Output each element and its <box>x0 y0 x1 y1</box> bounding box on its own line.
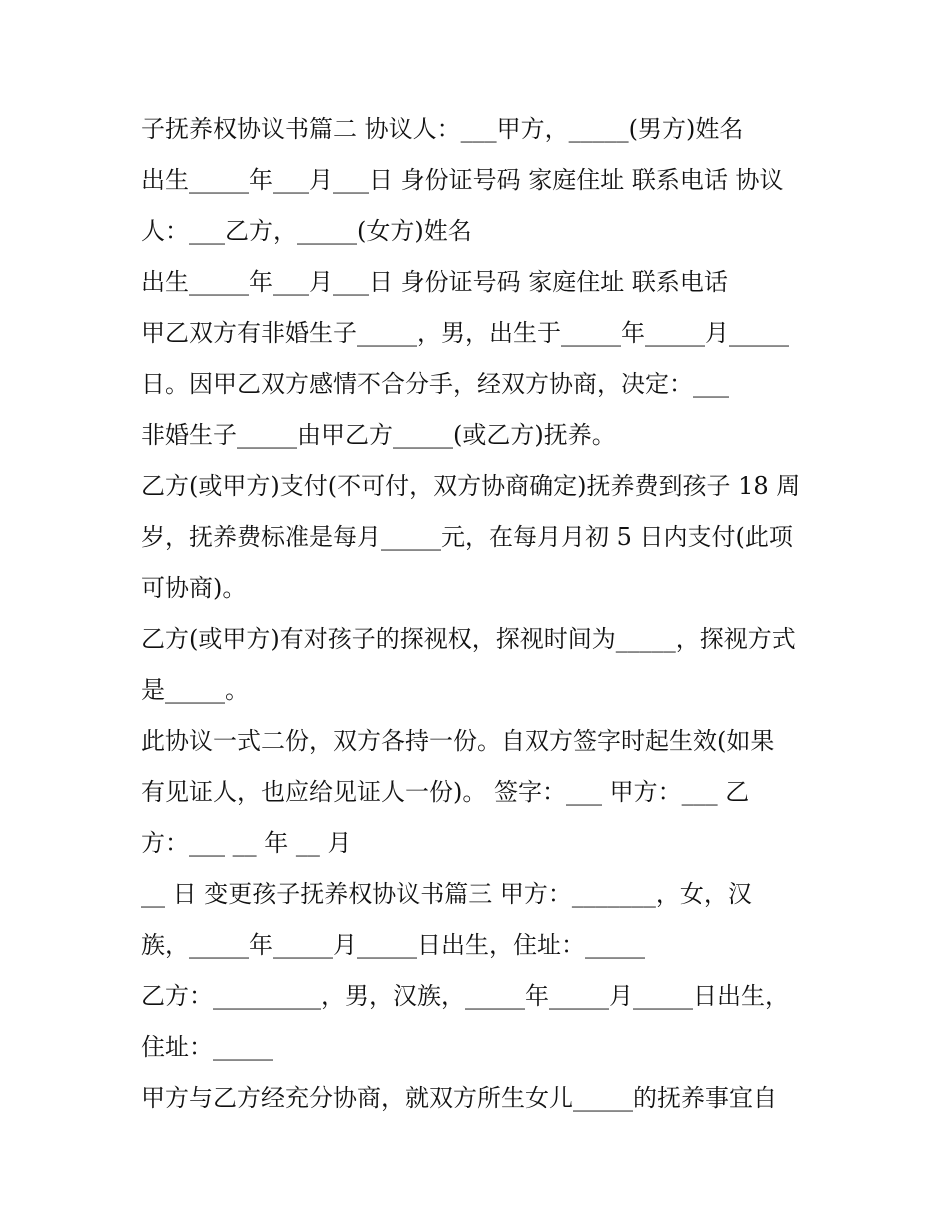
text-line: 乙方：_________，男，汉族，_____年_____月_____日出生， <box>141 982 789 1010</box>
text-line: __ 日 变更孩子抚养权协议书篇三 甲方：_______，女，汉 <box>141 880 752 908</box>
text-line: 乙方(或甲方)有对孩子的探视权，探视时间为_____，探视方式 <box>141 625 796 653</box>
text-line: 出生_____年___月___日 身份证号码 家庭住址 联系电话 协议 <box>141 166 784 194</box>
text-line: 可协商)。 <box>141 574 247 602</box>
text-line: 出生_____年___月___日 身份证号码 家庭住址 联系电话 <box>141 268 728 296</box>
text-line: 族，_____年_____月_____日出生，住址：_____ <box>141 931 645 959</box>
text-line: 岁，抚养费标准是每月_____元，在每月月初 5 日内支付(此项 <box>141 523 793 551</box>
text-line: 方：___ __ 年 __ 月 <box>141 829 352 857</box>
text-line: 甲方与乙方经充分协商，就双方所生女儿_____的抚养事宜自 <box>141 1084 777 1112</box>
text-line: 人：___乙方，_____(女方)姓名 <box>141 217 472 245</box>
text-line: 子抚养权协议书篇二 协议人：___甲方，_____(男方)姓名 <box>141 115 744 143</box>
text-line: 此协议一式二份，双方各持一份。自双方签字时起生效(如果 <box>141 727 775 755</box>
text-line: 乙方(或甲方)支付(不可付，双方协商确定)抚养费到孩子 18 周 <box>141 472 801 500</box>
text-line: 有见证人，也应给见证人一份)。 签字：___ 甲方：___ 乙 <box>141 778 750 806</box>
text-line: 是_____。 <box>141 676 249 704</box>
text-line: 非婚生子_____由甲乙方_____(或乙方)抚养。 <box>141 421 616 449</box>
text-line: 日。因甲乙双方感情不合分手，经双方协商，决定：___ <box>141 370 729 398</box>
text-line: 住址：_____ <box>141 1033 273 1061</box>
text-line: 甲乙双方有非婚生子_____，男，出生于_____年_____月_____ <box>141 319 789 347</box>
document-body <box>141 104 821 1124</box>
